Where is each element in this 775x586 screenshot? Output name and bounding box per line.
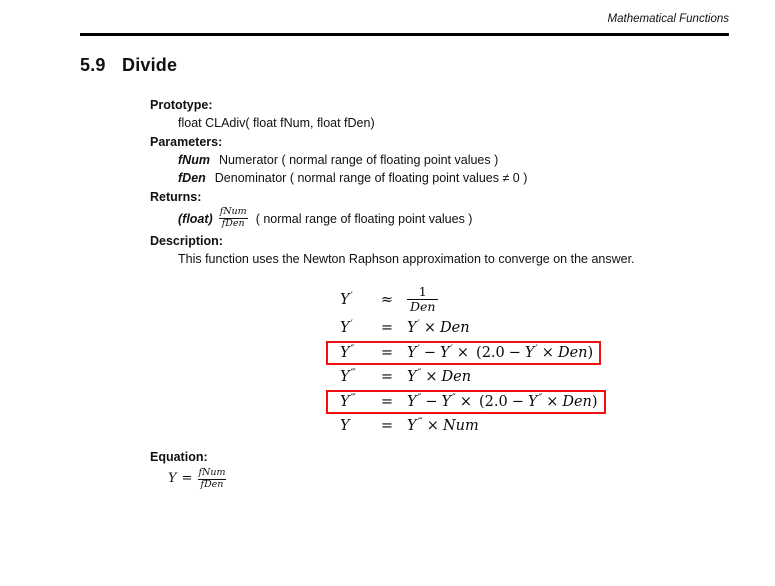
equation-rhs [407, 418, 479, 434]
math-operator: − [425, 393, 438, 410]
math-number: 2.0 [481, 344, 505, 361]
math-variable: Y″ [407, 392, 422, 410]
prime-mark: ′ [535, 343, 538, 355]
equation-rhs [407, 320, 470, 336]
prime-mark: ′ [350, 290, 353, 302]
math-bracket: ( [476, 344, 482, 361]
equation-lhs: Y [168, 471, 177, 487]
math-variable: Den [440, 320, 470, 337]
math-operator: × [426, 418, 439, 435]
function-reference [150, 95, 750, 268]
prime-mark: ″ [350, 343, 355, 355]
equation-lhs [340, 292, 377, 308]
math-variable: Y″ [340, 343, 355, 361]
equation-row-highlighted [326, 341, 601, 366]
math-operator: − [423, 344, 437, 361]
equation-rhs [407, 369, 471, 385]
math-number: 2.0 [484, 393, 508, 410]
returns-fraction [219, 207, 248, 230]
section-heading [80, 55, 177, 76]
math-operator: × [425, 369, 438, 386]
header-title: Mathematical Functions [607, 13, 729, 25]
relation-symbol: = [380, 320, 394, 337]
math-variable: Y′ [440, 343, 453, 361]
returns-label: Returns: [150, 190, 202, 204]
returns-type: (float) [178, 211, 213, 226]
prime-mark: ′ [350, 319, 353, 331]
math-variable: Y″ [527, 392, 543, 410]
math-operator: × [459, 393, 472, 410]
equation-lhs [340, 369, 377, 385]
equation-row [326, 415, 487, 438]
equation-row [326, 282, 446, 317]
description-label: Description: [150, 234, 223, 248]
equation-label: Equation: [150, 450, 208, 464]
math-variable: Y‴ [340, 392, 356, 410]
relation-symbol: = [380, 393, 394, 410]
math-operator: − [511, 393, 524, 410]
prime-mark: ′ [417, 343, 420, 355]
prime-mark: ″ [452, 392, 456, 404]
math-operator: × [423, 320, 437, 337]
relation-symbol: = [380, 418, 394, 435]
equation-rhs [407, 345, 593, 361]
math-variable: Y′ [407, 319, 420, 337]
math-variable: Y‴ [340, 368, 356, 386]
returns-desc: ( normal range of floating point values ) [255, 211, 473, 226]
relation-symbol: = [380, 369, 394, 386]
equation-rhs [407, 394, 598, 410]
parameter-row [150, 169, 750, 187]
prime-mark: ′ [417, 319, 420, 331]
math-variable: Den [562, 393, 592, 410]
equation-lhs [340, 394, 377, 410]
math-block [326, 282, 606, 438]
math-variable: Y [340, 418, 350, 435]
parameter-name: fNum [178, 153, 210, 167]
header-rule [80, 33, 729, 36]
equation-row [326, 366, 479, 389]
prototype-value: float CLAdiv( float fNum, float fDen) [178, 116, 375, 130]
equals-sign: = [181, 471, 193, 487]
math-operator: × [456, 344, 470, 361]
parameters-label: Parameters: [150, 135, 223, 149]
equation-lhs [340, 418, 377, 434]
math-variable: Y″ [407, 368, 422, 386]
math-operator: × [546, 393, 559, 410]
equation-formula [168, 468, 226, 491]
math-operator: − [508, 344, 521, 361]
equation-lhs [340, 320, 377, 336]
parameter-desc: Numerator ( normal range of floating point values ) [218, 153, 499, 167]
prototype-label: Prototype: [150, 98, 213, 112]
prime-mark: ′ [450, 343, 453, 355]
prime-mark: ″ [417, 368, 422, 380]
fraction-denominator: fDen [200, 478, 224, 490]
math-variable: Y′ [340, 319, 353, 337]
math-variable: Y″ [441, 392, 456, 410]
fraction: 1 Den [407, 285, 438, 315]
prime-mark: ‴ [350, 392, 356, 404]
prime-mark: ″ [538, 392, 543, 404]
prime-mark: ‴ [350, 368, 356, 380]
section-title: Divide [122, 55, 178, 75]
math-variable: Y′ [407, 343, 420, 361]
equation-row-highlighted [326, 390, 606, 415]
math-variable: Num [442, 418, 479, 435]
parameter-row [150, 151, 750, 169]
equation-row [326, 317, 478, 340]
section-number: 5.9 [80, 55, 106, 75]
fraction-numerator: fNum [198, 467, 226, 478]
fraction-numerator: fNum [219, 206, 247, 218]
prime-mark: ″ [417, 392, 422, 404]
fraction-denominator: fDen [221, 218, 245, 229]
parameter-desc: Denominator ( normal range of floating point values ≠ 0 ) [214, 171, 528, 185]
relation-symbol: ≈ [380, 291, 394, 308]
equation-section [150, 448, 226, 491]
equation-fraction [198, 468, 227, 491]
relation-symbol: = [380, 344, 394, 361]
math-bracket: ) [591, 393, 598, 410]
description-text: This function uses the Newton Raphson approximation to converge on the answer. [178, 252, 635, 266]
math-variable: Den [441, 369, 472, 386]
math-bracket: ( [478, 393, 485, 410]
math-variable: Y′ [524, 343, 538, 361]
returns-line [150, 206, 750, 231]
prime-mark: ‴ [417, 417, 423, 429]
equation-lhs [340, 345, 377, 361]
parameter-name: fDen [178, 171, 206, 185]
math-operator: × [541, 344, 554, 361]
math-variable: Y‴ [407, 417, 423, 435]
equation-rhs [407, 285, 438, 315]
math-variable: Y′ [340, 290, 353, 308]
math-bracket: ) [587, 344, 594, 361]
math-variable: Den [557, 344, 588, 361]
